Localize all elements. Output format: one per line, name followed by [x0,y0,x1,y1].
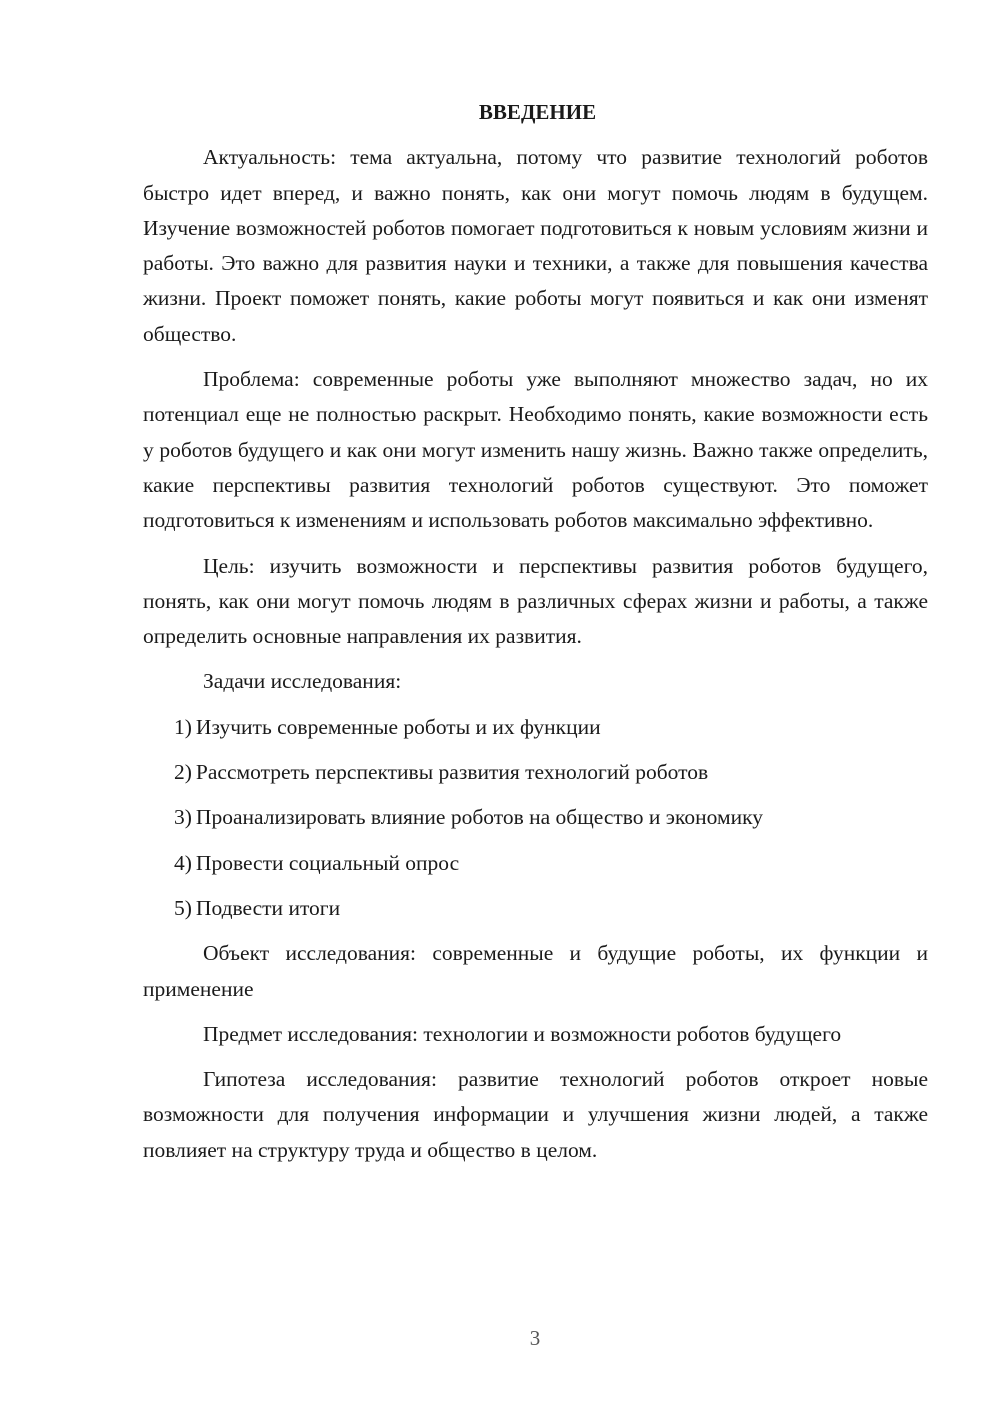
paragraph-problem: Проблема: современные роботы уже выполняют множество задач, но их потенциал еще не полностью раскрыт. Необходимо понять, какие возможности есть у роботов будущего и как они могут изменить нашу жизнь. Важно также определить, какие перспективы развития технологий роботов существуют. Это поможет подготовиться к изменениям и использовать роботов максимально эффективно. [143,367,928,533]
list-item-text: Подвести итоги [195,895,341,920]
list-item-number: 4) [174,850,192,875]
document-body [143,95,928,1178]
page-title: ВВЕДЕНИЕ [478,100,597,124]
paragraph-subject: Предмет исследования: технологии и возможности роботов будущего [203,1021,842,1046]
list-item-number: 1) [174,714,192,739]
list-item-number: 2) [174,760,192,785]
paragraph-goal: Цель: изучить возможности и перспективы развития роботов будущего, понять, как они могут помочь людям в различных сферах жизни и работы, а также определить основные направления их развития. [143,553,928,649]
list-item-text: Проанализировать влияние роботов на общество и экономику [195,805,763,830]
list-item-text: Изучить современные роботы и их функции [195,714,601,739]
paragraph-relevance: Актуальность: тема актуальна, потому что развитие технологий роботов быстро идет вперед, и важно понять, как они могут помочь людям в будущем. Изучение возможностей роботов помогает подготовиться к новым условиям жизни и работы. Это важно для развития науки и техники, а также для повышения качества жизни. Проект поможет понять, какие роботы могут появиться и как они изменят общество. [143,145,928,346]
task-list [143,710,928,926]
paragraph-hypothesis: Гипотеза исследования: развитие технологий роботов откроет новые возможности для получения информации и улучшения жизни людей, а также повлияет на структуру труда и общество в целом. [143,1067,928,1162]
paragraph-object: Объект исследования: современные и будущие роботы, их функции и применение [143,941,928,1001]
list-item [143,891,928,926]
list-item-text: Провести социальный опрос [195,850,460,875]
list-item [143,710,928,745]
list-item [143,755,928,790]
tasks-heading: Задачи исследования: [203,669,402,694]
list-item [143,800,928,835]
list-item-number: 5) [174,895,192,920]
page-number: 3 [529,1326,541,1350]
list-item-number: 3) [174,805,192,830]
list-item-text: Рассмотреть перспективы развития технологий роботов [195,760,709,785]
list-item [143,846,928,881]
